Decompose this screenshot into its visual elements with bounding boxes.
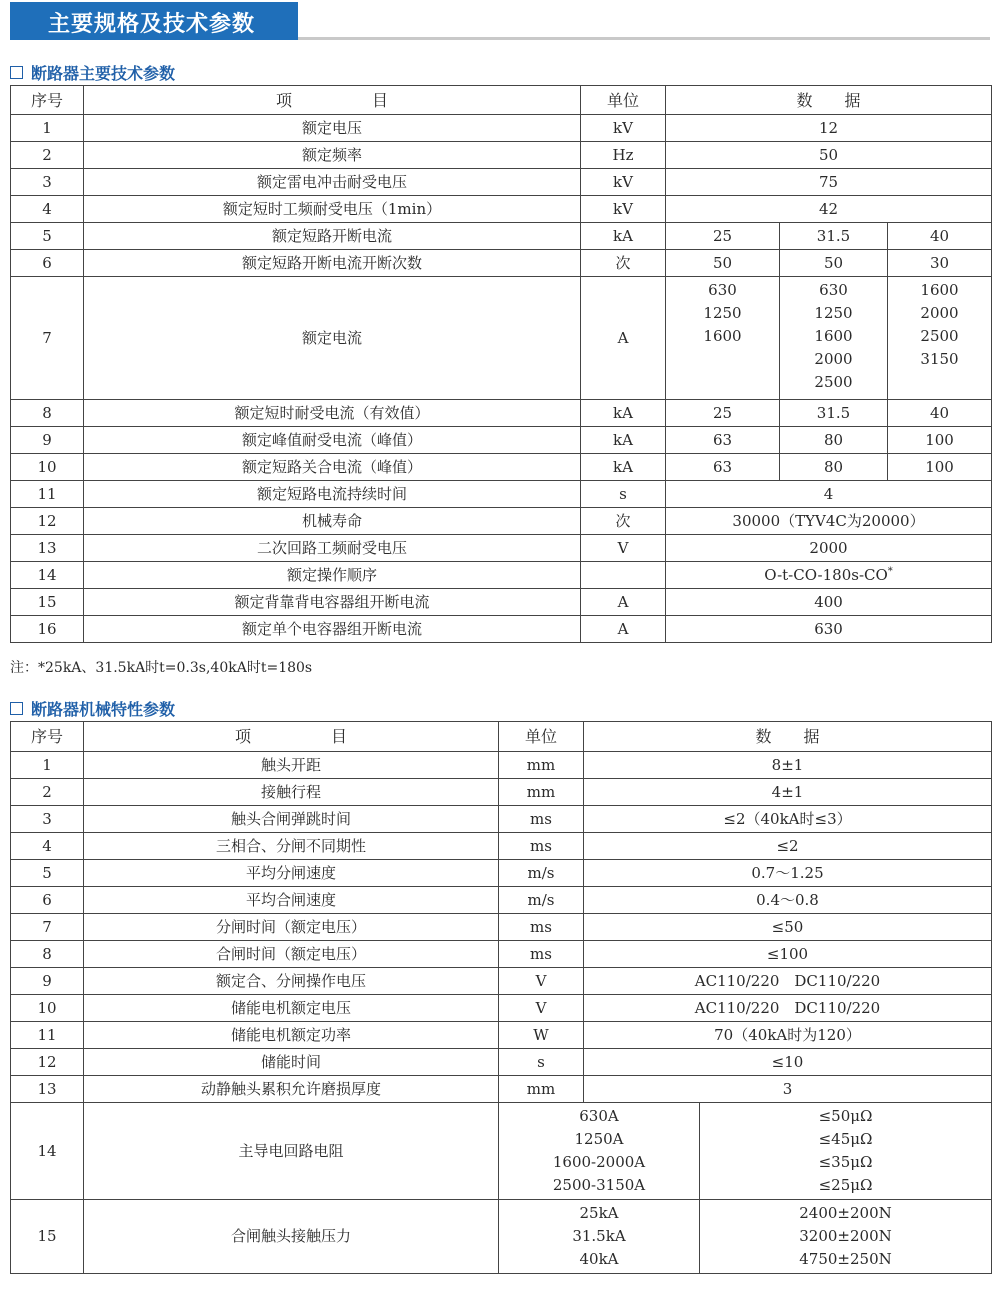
value-line: 1250 <box>814 304 853 322</box>
row-value-31-5ka: 80 <box>780 454 888 481</box>
row-value <box>666 562 992 589</box>
row-value-25ka: 25 <box>666 223 780 250</box>
row-no: 15 <box>11 589 84 616</box>
row-item: 储能电机额定功率 <box>84 1022 499 1049</box>
row-no: 12 <box>11 1049 84 1076</box>
row-item: 触头开距 <box>84 752 499 779</box>
row-item: 额定单个电容器组开断电流 <box>84 616 581 643</box>
spec-table <box>10 85 992 643</box>
row-value: 0.4～0.8 <box>584 887 992 914</box>
footnote: 注：*25kA、31.5kA时t=0.3s,40kA时t=180s <box>10 660 313 676</box>
resistance-value-list <box>700 1103 992 1200</box>
rated-current-25ka <box>666 277 780 400</box>
row-no: 11 <box>11 481 84 508</box>
row-value: 0.7～1.25 <box>584 860 992 887</box>
row-no: 16 <box>11 616 84 643</box>
row-unit <box>581 562 666 589</box>
row-item: 合闸触头接触压力 <box>84 1200 499 1274</box>
row-value: 75 <box>666 169 992 196</box>
row-no: 3 <box>11 806 84 833</box>
table-row <box>11 589 992 616</box>
row-unit: mm <box>499 1076 584 1103</box>
row-unit: W <box>499 1022 584 1049</box>
row-unit: mm <box>499 779 584 806</box>
row-value-25ka: 25 <box>666 400 780 427</box>
col-header-no: 序号 <box>11 722 84 752</box>
value-line: 1600 <box>814 327 853 345</box>
value-line: 4750±250N <box>799 1250 892 1268</box>
row-value-40ka: 100 <box>888 427 992 454</box>
table-row <box>11 1022 992 1049</box>
table-row <box>11 481 992 508</box>
row-value: ≤50 <box>584 914 992 941</box>
row-value-25ka: 63 <box>666 427 780 454</box>
row-no: 6 <box>11 887 84 914</box>
row-no: 10 <box>11 995 84 1022</box>
value-line: 2000 <box>920 304 959 322</box>
table-row <box>11 995 992 1022</box>
section2-title <box>10 697 175 720</box>
table-row <box>11 1200 992 1274</box>
value-line: 2000 <box>814 350 853 368</box>
row-item: 额定短时耐受电流（有效值） <box>84 400 581 427</box>
row-no: 6 <box>11 250 84 277</box>
row-no: 2 <box>11 142 84 169</box>
row-no: 7 <box>11 914 84 941</box>
value-line: 1250 <box>703 304 742 322</box>
row-no: 13 <box>11 1076 84 1103</box>
row-unit: kA <box>581 223 666 250</box>
row-item: 接触行程 <box>84 779 499 806</box>
row-value: 42 <box>666 196 992 223</box>
row-value: 8±1 <box>584 752 992 779</box>
row-unit: Hz <box>581 142 666 169</box>
row-item: 额定电流 <box>84 277 581 400</box>
row-value: 3 <box>584 1076 992 1103</box>
row-item: 额定峰值耐受电流（峰值） <box>84 427 581 454</box>
row-no: 2 <box>11 779 84 806</box>
resistance-current-list <box>499 1103 700 1200</box>
row-unit: V <box>499 968 584 995</box>
value-line: 2500 <box>920 327 959 345</box>
table-row <box>11 400 992 427</box>
table-row <box>11 250 992 277</box>
value-line: ≤45μΩ <box>818 1130 873 1148</box>
table-row <box>11 223 992 250</box>
col-header-no: 序号 <box>11 86 84 115</box>
table-row <box>11 968 992 995</box>
header-bar <box>10 2 298 40</box>
row-item: 额定操作顺序 <box>84 562 581 589</box>
row-no: 8 <box>11 400 84 427</box>
value-line: 40kA <box>579 1250 619 1268</box>
row-unit: kV <box>581 169 666 196</box>
row-unit: kA <box>581 427 666 454</box>
row-item: 动静触头累积允许磨损厚度 <box>84 1076 499 1103</box>
table-row <box>11 806 992 833</box>
value-line: ≤25μΩ <box>818 1176 873 1194</box>
row-unit: V <box>499 995 584 1022</box>
value-line: 630 <box>708 281 737 299</box>
value-line: 2500 <box>814 373 853 391</box>
section1-title <box>10 61 175 84</box>
row-value: ≤10 <box>584 1049 992 1076</box>
row-unit: mm <box>499 752 584 779</box>
row-item: 额定短路开断电流开断次数 <box>84 250 581 277</box>
value-line: 2400±200N <box>799 1204 892 1222</box>
table-row <box>11 115 992 142</box>
rated-current-40ka <box>888 277 992 400</box>
row-no: 4 <box>11 833 84 860</box>
row-value: ≤2（40kA时≤3） <box>584 806 992 833</box>
col-header-data: 数 据 <box>666 86 992 115</box>
row-item: 合闸时间（额定电压） <box>84 941 499 968</box>
row-item: 额定短路开断电流 <box>84 223 581 250</box>
pressure-current-list <box>499 1200 700 1274</box>
row-no: 1 <box>11 752 84 779</box>
row-no: 12 <box>11 508 84 535</box>
value-line: ≤35μΩ <box>818 1153 873 1171</box>
row-item: 额定短路电流持续时间 <box>84 481 581 508</box>
row-value-40ka: 100 <box>888 454 992 481</box>
table-row <box>11 616 992 643</box>
value-line: 2500-3150A <box>552 1176 646 1194</box>
value-line: 630 <box>819 281 848 299</box>
footnote-marker: * <box>887 565 893 577</box>
row-no: 9 <box>11 968 84 995</box>
row-item: 三相合、分闸不同期性 <box>84 833 499 860</box>
row-unit: ms <box>499 806 584 833</box>
row-unit: ms <box>499 833 584 860</box>
header-divider <box>298 37 990 40</box>
value-line: 25kA <box>579 1204 619 1222</box>
rated-current-31-5ka <box>780 277 888 400</box>
row-value-31-5ka: 80 <box>780 427 888 454</box>
operating-sequence: O-t-CO-180s-CO <box>764 565 888 584</box>
square-bullet-icon <box>10 66 23 79</box>
row-unit: A <box>581 277 666 400</box>
table-row <box>11 454 992 481</box>
row-no: 5 <box>11 223 84 250</box>
table-row <box>11 1103 992 1200</box>
row-value: 4±1 <box>584 779 992 806</box>
row-value: 30000（TYV4C为20000） <box>666 508 992 535</box>
table-row <box>11 860 992 887</box>
pressure-value-list <box>700 1200 992 1274</box>
row-no: 3 <box>11 169 84 196</box>
row-item: 触头合闸弹跳时间 <box>84 806 499 833</box>
row-item: 额定背靠背电容器组开断电流 <box>84 589 581 616</box>
row-value: 50 <box>666 142 992 169</box>
row-no: 13 <box>11 535 84 562</box>
row-no: 11 <box>11 1022 84 1049</box>
table-row <box>11 427 992 454</box>
row-item: 额定电压 <box>84 115 581 142</box>
table-row <box>11 196 992 223</box>
table-row <box>11 535 992 562</box>
row-unit: s <box>499 1049 584 1076</box>
row-no: 8 <box>11 941 84 968</box>
row-value: ≤2 <box>584 833 992 860</box>
row-unit: m/s <box>499 887 584 914</box>
row-item: 额定短路关合电流（峰值） <box>84 454 581 481</box>
row-unit: kV <box>581 196 666 223</box>
row-value: 400 <box>666 589 992 616</box>
row-no: 1 <box>11 115 84 142</box>
value-line: 1600 <box>703 327 742 345</box>
row-no: 9 <box>11 427 84 454</box>
section2-title-text: 断路器机械特性参数 <box>31 700 176 719</box>
table-row <box>11 169 992 196</box>
col-header-unit: 单位 <box>581 86 666 115</box>
row-value: AC110/220 DC110/220 <box>584 968 992 995</box>
value-line: 31.5kA <box>572 1227 626 1245</box>
row-item: 主导电回路电阻 <box>84 1103 499 1200</box>
row-unit: A <box>581 589 666 616</box>
row-item: 额定频率 <box>84 142 581 169</box>
row-value: ≤100 <box>584 941 992 968</box>
col-header-item: 项 目 <box>84 722 499 752</box>
value-line: 630A <box>579 1107 619 1125</box>
row-unit: kV <box>581 115 666 142</box>
col-header-unit: 单位 <box>499 722 584 752</box>
row-no: 5 <box>11 860 84 887</box>
row-value: 630 <box>666 616 992 643</box>
table-header-row <box>11 722 992 752</box>
row-item: 机械寿命 <box>84 508 581 535</box>
row-unit: ms <box>499 941 584 968</box>
col-header-data: 数 据 <box>584 722 992 752</box>
row-value: 70（40kA时为120） <box>584 1022 992 1049</box>
table-row <box>11 1049 992 1076</box>
row-unit: kA <box>581 400 666 427</box>
row-value-25ka: 50 <box>666 250 780 277</box>
table-row <box>11 887 992 914</box>
row-no: 10 <box>11 454 84 481</box>
value-line: 3200±200N <box>799 1227 892 1245</box>
value-line: 3150 <box>920 350 959 368</box>
row-no: 7 <box>11 277 84 400</box>
row-item: 额定短时工频耐受电压（1min） <box>84 196 581 223</box>
row-value-40ka: 30 <box>888 250 992 277</box>
row-value: 4 <box>666 481 992 508</box>
row-unit: 次 <box>581 508 666 535</box>
row-item: 额定合、分闸操作电压 <box>84 968 499 995</box>
row-value-31-5ka: 31.5 <box>780 223 888 250</box>
value-line: ≤50μΩ <box>818 1107 873 1125</box>
row-value: 2000 <box>666 535 992 562</box>
table-row <box>11 508 992 535</box>
row-item: 分闸时间（额定电压） <box>84 914 499 941</box>
table-header-row <box>11 86 992 115</box>
table-row <box>11 142 992 169</box>
table-row <box>11 941 992 968</box>
row-item: 储能电机额定电压 <box>84 995 499 1022</box>
square-bullet-icon <box>10 702 23 715</box>
mechanical-table <box>10 721 992 1274</box>
row-unit: kA <box>581 454 666 481</box>
table-row <box>11 1076 992 1103</box>
row-unit: m/s <box>499 860 584 887</box>
value-line: 1250A <box>574 1130 624 1148</box>
row-item: 平均分闸速度 <box>84 860 499 887</box>
table-row <box>11 752 992 779</box>
row-no: 14 <box>11 1103 84 1200</box>
section1-title-text: 断路器主要技术参数 <box>31 64 176 83</box>
row-item: 额定雷电冲击耐受电压 <box>84 169 581 196</box>
row-unit: s <box>581 481 666 508</box>
value-line: 1600 <box>920 281 959 299</box>
col-header-item: 项 目 <box>84 86 581 115</box>
row-item: 平均合闸速度 <box>84 887 499 914</box>
row-item: 储能时间 <box>84 1049 499 1076</box>
table-row <box>11 914 992 941</box>
row-no: 14 <box>11 562 84 589</box>
row-no: 4 <box>11 196 84 223</box>
row-value-40ka: 40 <box>888 400 992 427</box>
table-row <box>11 562 992 589</box>
table-row <box>11 779 992 806</box>
row-value: 12 <box>666 115 992 142</box>
row-value: AC110/220 DC110/220 <box>584 995 992 1022</box>
table-row <box>11 833 992 860</box>
row-value-40ka: 40 <box>888 223 992 250</box>
row-unit: 次 <box>581 250 666 277</box>
value-line: 1600-2000A <box>552 1153 646 1171</box>
page-title: 主要规格及技术参数 <box>48 12 256 37</box>
row-unit: V <box>581 535 666 562</box>
row-item: 二次回路工频耐受电压 <box>84 535 581 562</box>
row-value-25ka: 63 <box>666 454 780 481</box>
row-value-31-5ka: 50 <box>780 250 888 277</box>
row-unit: A <box>581 616 666 643</box>
table-row <box>11 277 992 400</box>
row-unit: ms <box>499 914 584 941</box>
row-value-31-5ka: 31.5 <box>780 400 888 427</box>
row-no: 15 <box>11 1200 84 1274</box>
